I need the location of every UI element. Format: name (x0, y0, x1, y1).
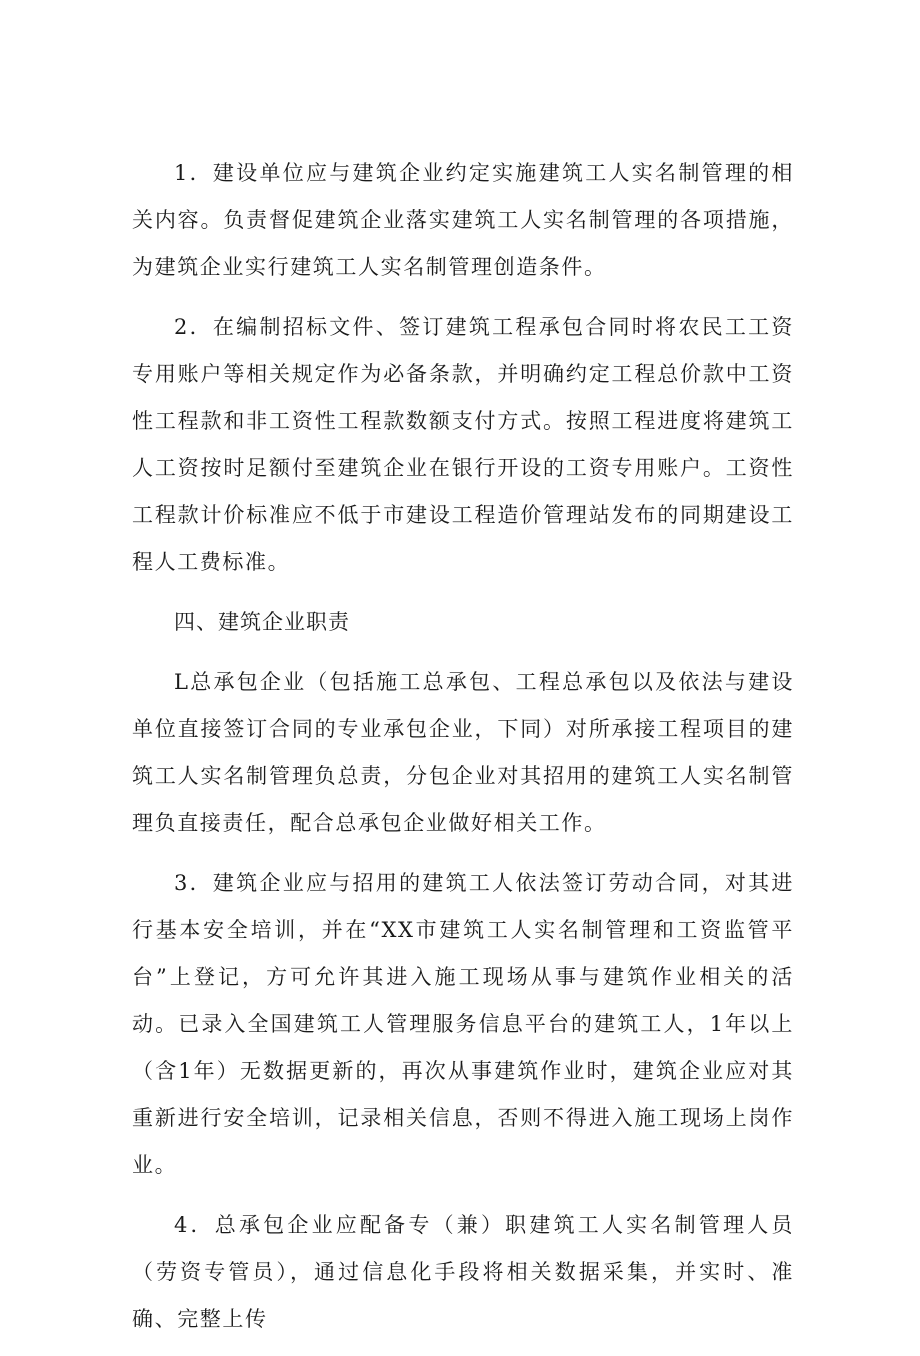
paragraph-2: 2．在编制招标文件、签订建筑工程承包合同时将农民工工资专用账户等相关规定作为必备条款，并明确约定工程总价款中工资性工程款和非工资性工程款数额支付方式。按照工程进度将建筑工人工资按时足额付至建筑企业在银行开设的工资专用账户。工资性工程款计价标准应不低于市建设工程造价管理站发布的同期建设工程人工费标准。 (132, 315, 794, 574)
paragraph-1: 1．建设单位应与建筑企业约定实施建筑工人实名制管理的相关内容。负责督促建筑企业落实建筑工人实名制管理的各项措施，为建筑企业实行建筑工人实名制管理创造条件。 (132, 161, 794, 279)
section-heading: 四、建筑企业职责 (174, 610, 350, 634)
document-body (132, 150, 794, 1356)
paragraph-5: 4．总承包企业应配备专（兼）职建筑工人实名制管理人员（劳资专管员），通过信息化手段将相关数据采集，并实时、准确、完整上传 (132, 1213, 794, 1331)
paragraph-4: 3．建筑企业应与招用的建筑工人依法签订劳动合同，对其进行基本安全培训，并在“XX市建筑工人实名制管理和工资监管平台”上登记，方可允许其进入施工现场从事与建筑作业相关的活动。已录入全国建筑工人管理服务信息平台的建筑工人，1年以上（含1年）无数据更新的，再次从事建筑作业时，建筑企业应对其重新进行安全培训，记录相关信息，否则不得进入施工现场上岗作业。 (132, 871, 794, 1177)
paragraph-3: L总承包企业（包括施工总承包、工程总承包以及依法与建设单位直接签订合同的专业承包企业，下同）对所承接工程项目的建筑工人实名制管理负总责，分包企业对其招用的建筑工人实名制管理负直接责任，配合总承包企业做好相关工作。 (132, 670, 794, 835)
